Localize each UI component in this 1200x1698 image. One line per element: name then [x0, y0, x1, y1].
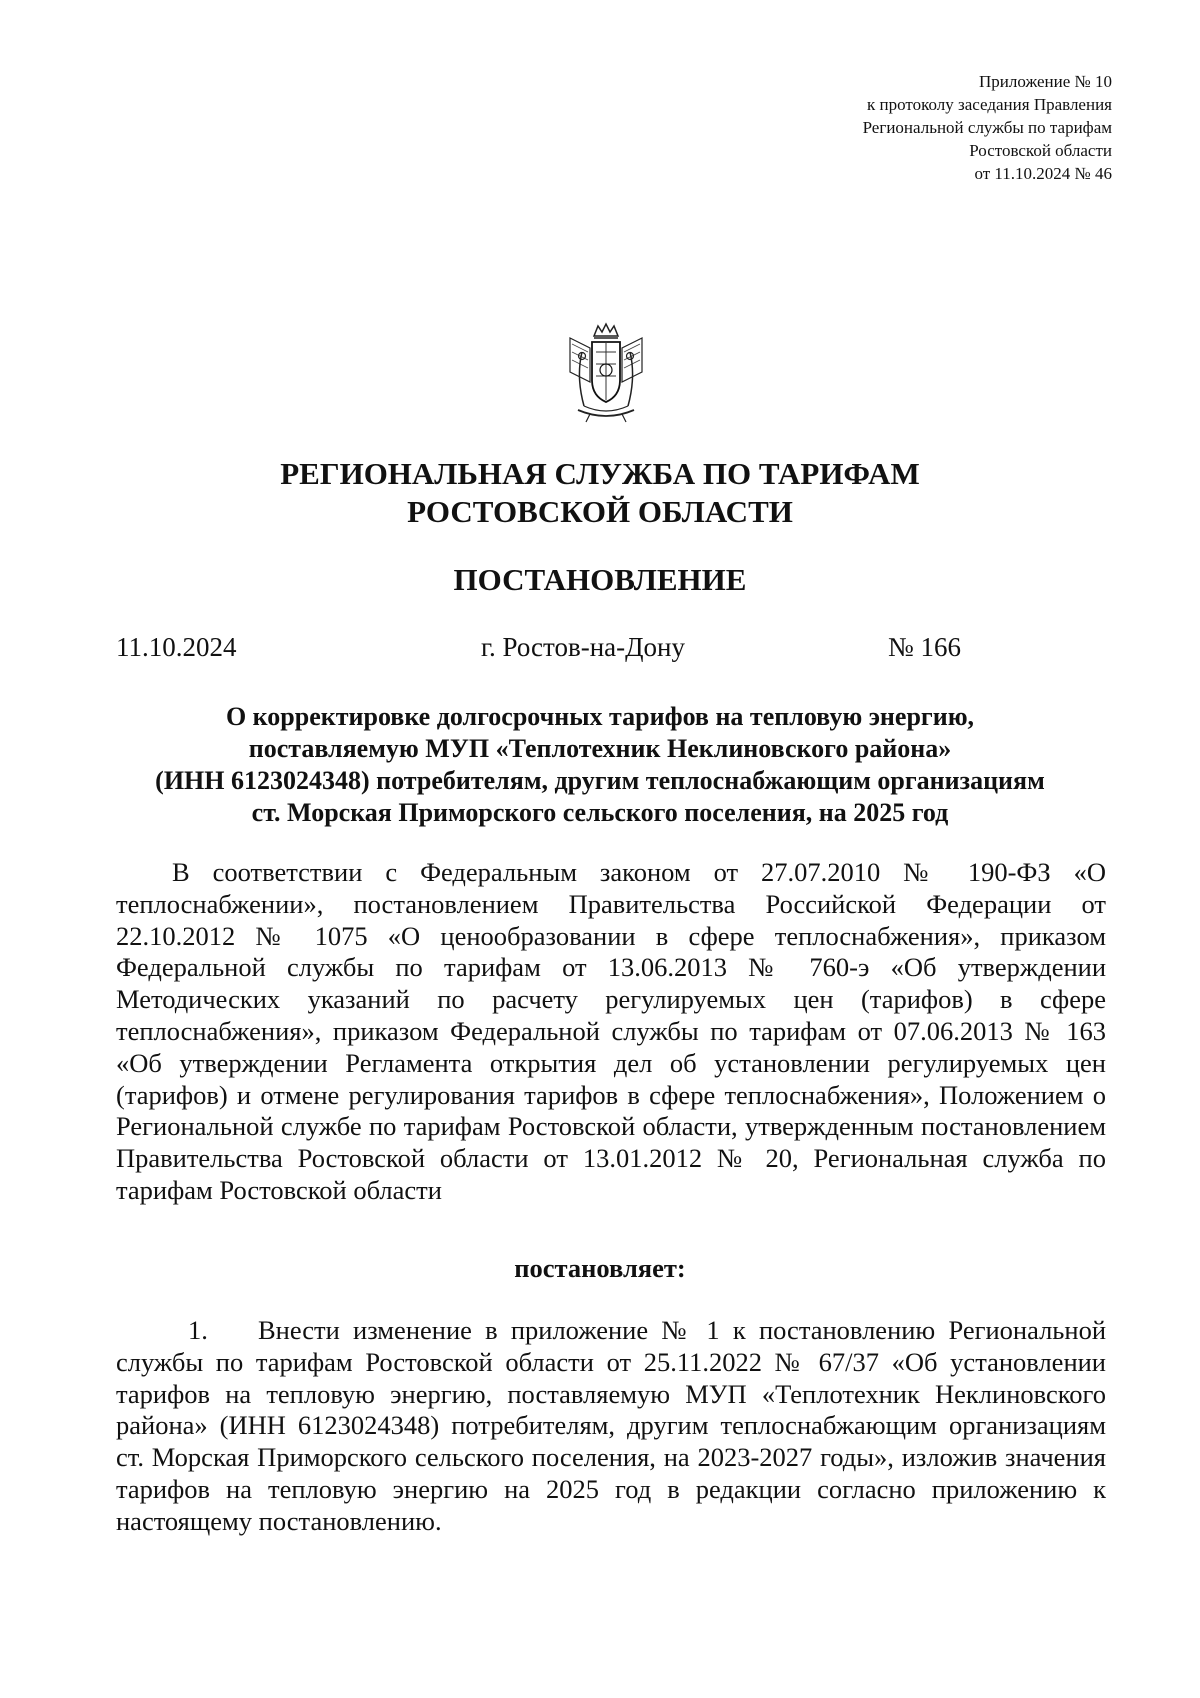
document-city: г. Ростов-на-Дону: [481, 632, 686, 662]
subject-line: поставляемую МУП «Теплотехник Неклиновского района»: [248, 734, 952, 763]
appendix-line: от 11.10.2024 № 46: [974, 164, 1112, 183]
organization-title-line: РЕГИОНАЛЬНАЯ СЛУЖБА ПО ТАРИФАМ: [280, 456, 920, 491]
item-number: 1.: [188, 1315, 208, 1345]
coat-of-arms-icon: [560, 322, 652, 426]
appendix-line: Приложение № 10: [979, 72, 1112, 91]
organization-title-line: РОСТОВСКОЙ ОБЛАСТИ: [407, 494, 793, 529]
resolution-item-1: [116, 1315, 1106, 1538]
document-meta: [116, 629, 976, 665]
subject-line: (ИНН 6123024348) потребителям, другим теплоснабжающим организациям: [155, 766, 1045, 795]
document-number: № 166: [888, 632, 962, 662]
document-subject: [0, 701, 1200, 829]
subject-line: О корректировке долгосрочных тарифов на тепловую энергию,: [225, 702, 975, 731]
appendix-line: к протоколу заседания Правления: [867, 95, 1112, 114]
item-text: Внести изменение в приложение № 1 к постановлению Региональной службы по тарифам Ростовской области от 25.11.2022 № 67/37 «Об установлении тарифов на тепловую энергию, поставляемую МУП «Теплотехник Неклиновского района» (ИНН 6123024348) потребителям, другим теплоснабжающим организациям ст. Морская Приморского сельского поселения, на 2023-2027 годы», изложив значения тарифов на тепловую энергию на 2025 год в редакции согласно приложению к настоящему постановлению.: [116, 1315, 1106, 1536]
appendix-note: [863, 70, 1112, 185]
appendix-line: Ростовской области: [969, 141, 1112, 160]
decides-heading: постановляет:: [514, 1253, 686, 1283]
appendix-line: Региональной службы по тарифам: [862, 118, 1112, 137]
subject-line: ст. Морская Приморского сельского поселения, на 2025 год: [251, 798, 949, 827]
document-date: 11.10.2024: [116, 632, 237, 662]
document-type: ПОСТАНОВЛЕНИЕ: [453, 562, 747, 597]
organization-title: [0, 455, 1200, 531]
preamble-paragraph: В соответствии с Федеральным законом от 27.07.2010 № 190-ФЗ «О теплоснабжении», постановлением Правительства Российской Федерации от 22.10.2012 № 1075 «О ценообразовании в сфере теплоснабжения», приказом Федеральной службы по тарифам от 13.06.2013 № 760-э «Об утверждении Методических указаний по расчету регулируемых цен (тарифов) в сфере теплоснабжения», приказом Федеральной службы по тарифам от 07.06.2013 № 163 «Об утверждении Регламента открытия дел об установлении регулируемых цен (тарифов) и отмене регулирования тарифов в сфере теплоснабжения», Положением о Региональной службе по тарифам Ростовской области, утвержденным постановлением Правительства Ростовской области от 13.01.2012 № 20, Региональная служба по тарифам Ростовской области: [116, 857, 1106, 1205]
